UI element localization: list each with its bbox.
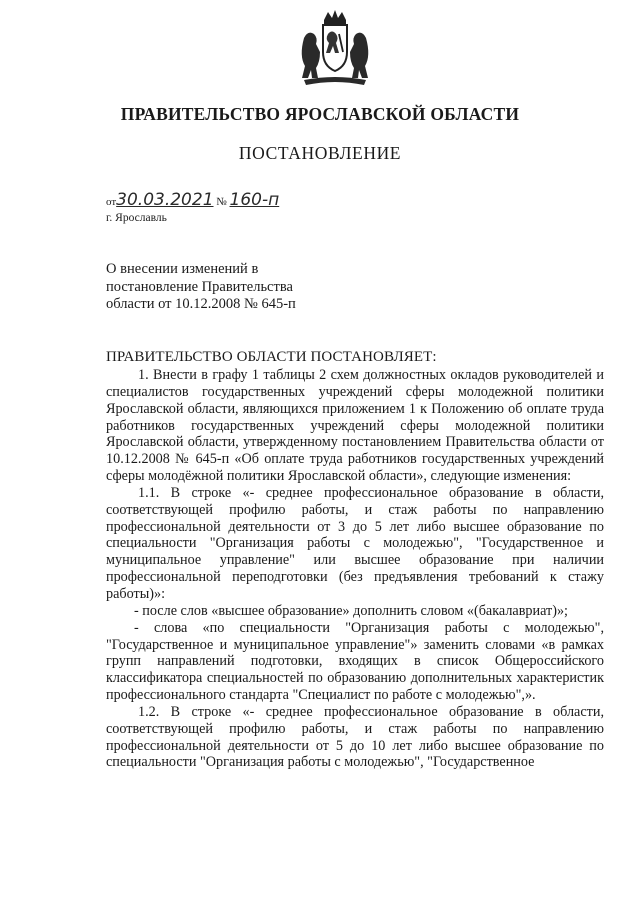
body-paragraph: - после слов «высшее образование» дополнить словом «(бакалавриат)»;	[134, 602, 568, 619]
body-paragraph: 1. Внести в графу 1 таблицы 2 схем должностных окладов руководителей и специалистов государственных учреждений сферы молодежной политики Ярославской области, являющихся приложением 1 к Положению об оплате труда работников государственных учреждений сферы молодежной политики Ярославской области, утвержденному постановлением Правительства области от 10.12.2008 № 645-п «Об оплате труда работников государственных учреждений сферы молодёжной политики Ярославской области», следующие изменения:	[106, 367, 604, 485]
document-type: ПОСТАНОВЛЕНИЕ	[238, 143, 402, 163]
date-prefix: от	[106, 196, 117, 208]
government-title: ПРАВИТЕЛЬСТВО ЯРОСЛАВСКОЙ ОБЛАСТИ	[120, 104, 520, 124]
registration-date: 30.03.2021	[116, 190, 214, 210]
decree-heading: ПРАВИТЕЛЬСТВО ОБЛАСТИ ПОСТАНОВЛЯЕТ:	[106, 349, 437, 365]
subject-line: области от 10.12.2008 № 645-п	[106, 296, 296, 312]
body-paragraph: 1.2. В строке «- среднее профессиональное образование в области, соответствующей профилю работы, и стаж работы по направлению профессиональной деятельности от 5 до 10 лет либо высшее образование по специальности "Организация работы с молодежью", "Государственное	[106, 703, 604, 771]
registration-line	[106, 190, 279, 210]
coat-of-arms-icon	[290, 8, 380, 88]
registration-number: 160-п	[229, 190, 280, 210]
body-paragraph: - слова «по специальности "Организация работы с молодежью", "Государственное и муниципальное управление"» заменить словами «в рамках групп направлений подготовки, входящих в список Общероссийского классификатора специальностей по образованию дополнительных характеристик профессионального стандарта "Специалист по работе с молодежью",».	[106, 619, 604, 704]
number-prefix: №	[216, 196, 227, 208]
subject-line: постановление Правительства	[106, 278, 293, 295]
subject-line: О внесении изменений в	[106, 261, 259, 277]
city-label: г. Ярославль	[106, 212, 167, 224]
document-subject	[106, 261, 346, 314]
document-body	[106, 367, 604, 771]
body-paragraph: 1.1. В строке «- среднее профессиональное образование в области, соответствующей профилю работы, и стаж работы по направлению профессиональной деятельности от 3 до 5 лет либо высшее образование по специальности "Организация работы с молодежью", "Государственное и муниципальное управление" или высшее образование при наличии профессиональной переподготовки (без предъявления требований к стажу работы)»:	[106, 484, 604, 602]
